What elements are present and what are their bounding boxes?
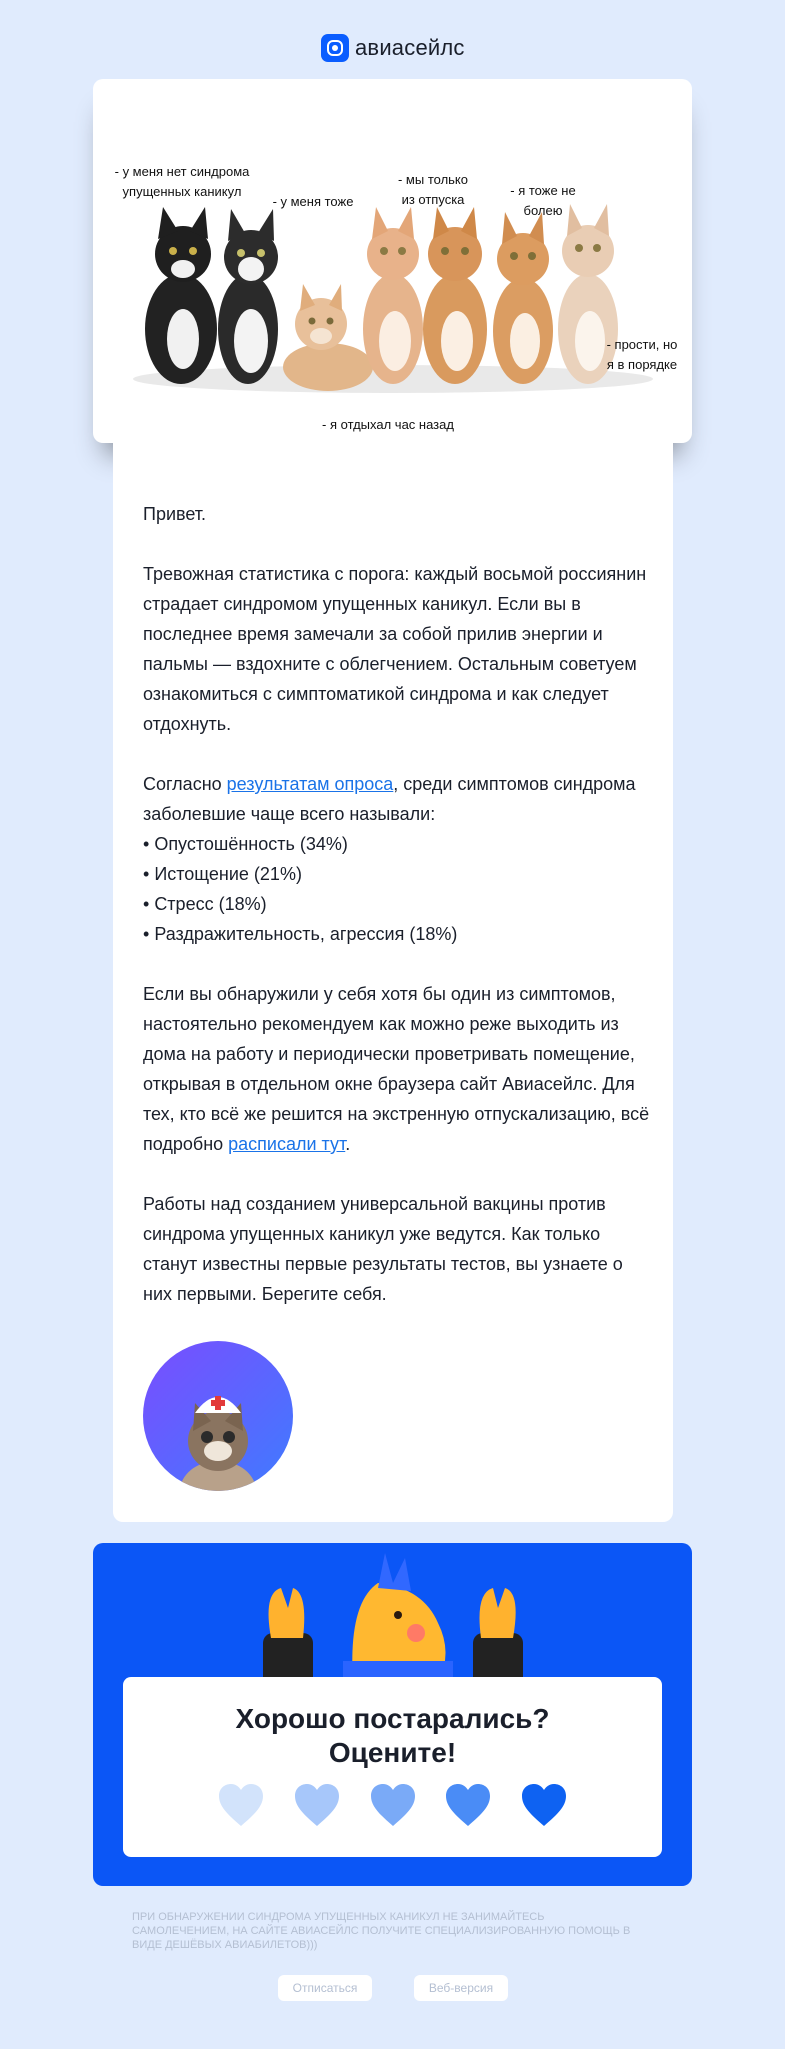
letter-content [143, 499, 653, 1339]
caption-2: - у меня тоже [272, 194, 354, 209]
aviasales-logo[interactable] [321, 33, 465, 63]
heart-shape [522, 1784, 566, 1826]
footer-disclaimer: ПРИ ОБНАРУЖЕНИИ СИНДРОМА УПУЩЕННЫХ КАНИКУЛ НЕ ЗАНИМАЙТЕСЬ САМОЛЕЧЕНИЕМ, НА САЙТЕ АВИАСЕЙЛС ПОЛУЧИТЕ СПЕЦИАЛИЗИРОВАННУЮ ПОМОЩЬ В ВИДЕ ДЕШЁВЫХ АВИАБИЛЕТОВ))) [132, 1911, 631, 1951]
kitten-ginger-3 [493, 212, 553, 384]
kitten-ginger-lying [283, 284, 373, 391]
survey-results-link[interactable]: результатам опроса [226, 774, 394, 794]
symptoms-list [143, 829, 653, 949]
caption-5: - прости, но я в порядке [606, 337, 678, 372]
paragraph-2 [143, 769, 653, 829]
paragraph-2-text-end: , среди симптомов синдрома заболевшие чаще всего называли: [143, 774, 636, 824]
logo-icon [321, 34, 349, 62]
kitten-ginger-1 [363, 207, 423, 384]
symptom-item: • Стресс (18%) [143, 889, 653, 919]
caption-3: - мы только из отпуска [397, 172, 468, 207]
mascot-illustration [93, 1543, 692, 1683]
kittens-illustration [93, 79, 692, 443]
symptom-item: • Опустошённость (34%) [143, 829, 653, 859]
paragraph-3 [143, 979, 653, 1159]
heart-icon-2[interactable] [293, 1782, 341, 1828]
nurse-kitten-icon [143, 1341, 293, 1491]
kitten-ginger-2 [423, 207, 487, 384]
rating-block [93, 1543, 692, 1886]
unsubscribe-button[interactable]: Отписаться [278, 1975, 372, 2001]
heart-shape [446, 1784, 490, 1826]
kitten-black-white-1 [145, 207, 217, 384]
hero-kittens-image [93, 79, 692, 443]
caption-6: - я отдыхал час назад [322, 417, 454, 432]
heart-icon-1[interactable] [217, 1782, 265, 1828]
logo-text: авиасейлс [355, 35, 465, 60]
symptom-item: • Раздражительность, агрессия (18%) [143, 919, 653, 949]
symptom-item: • Истощение (21%) [143, 859, 653, 889]
paragraph-1: Тревожная статистика с порога: каждый восьмой россиянин страдает синдромом упущенных каникул. Если вы в последнее время замечали за собой прилив энергии и пальмы — вздохните с облегчением. Остальным советуем ознакомиться с симптоматикой синдрома и как следует отдохнуть. [143, 564, 647, 734]
caption-4: - я тоже не болею [510, 183, 576, 218]
kitten-black-white-2 [218, 209, 278, 384]
web-version-button[interactable]: Веб-версия [414, 1975, 508, 2001]
paragraph-3-text-end: . [345, 1134, 351, 1154]
letter-card [113, 443, 673, 1522]
heart-shape [219, 1784, 263, 1826]
nurse-kitten-avatar [143, 1341, 293, 1491]
paragraph-4: Работы над созданием универсальной вакцины против синдрома упущенных каникул уже ведутся. Как только станут известны первые результаты тестов, вы узнаете о них первыми. Берегите себя. [143, 1194, 623, 1304]
caption-1: - у меня нет синдрома упущенных каникул [114, 164, 250, 199]
greeting: Привет. [143, 504, 207, 524]
rating-hearts [217, 1782, 568, 1832]
heart-shape [371, 1784, 415, 1826]
heart-icon-4[interactable] [444, 1782, 492, 1828]
rating-title: Хорошо постарались? Оцените! [235, 1703, 550, 1768]
heart-shape [295, 1784, 339, 1826]
heart-icon-5[interactable] [520, 1782, 568, 1828]
rating-box [123, 1677, 662, 1857]
paragraph-3-text: Если вы обнаружили у себя хотя бы один из симптомов, настоятельно рекомендуем как можно реже выходить из дома на работу и периодически проветривать помещение, открывая в отдельном окне браузера сайт Авиасейлс. Для тех, кто всё же решится на экстренную отпускализацию, всё подробно [143, 984, 650, 1154]
details-link[interactable]: расписали тут [228, 1134, 346, 1154]
heart-icon-3[interactable] [369, 1782, 417, 1828]
paragraph-2-text: Согласно [143, 774, 227, 794]
